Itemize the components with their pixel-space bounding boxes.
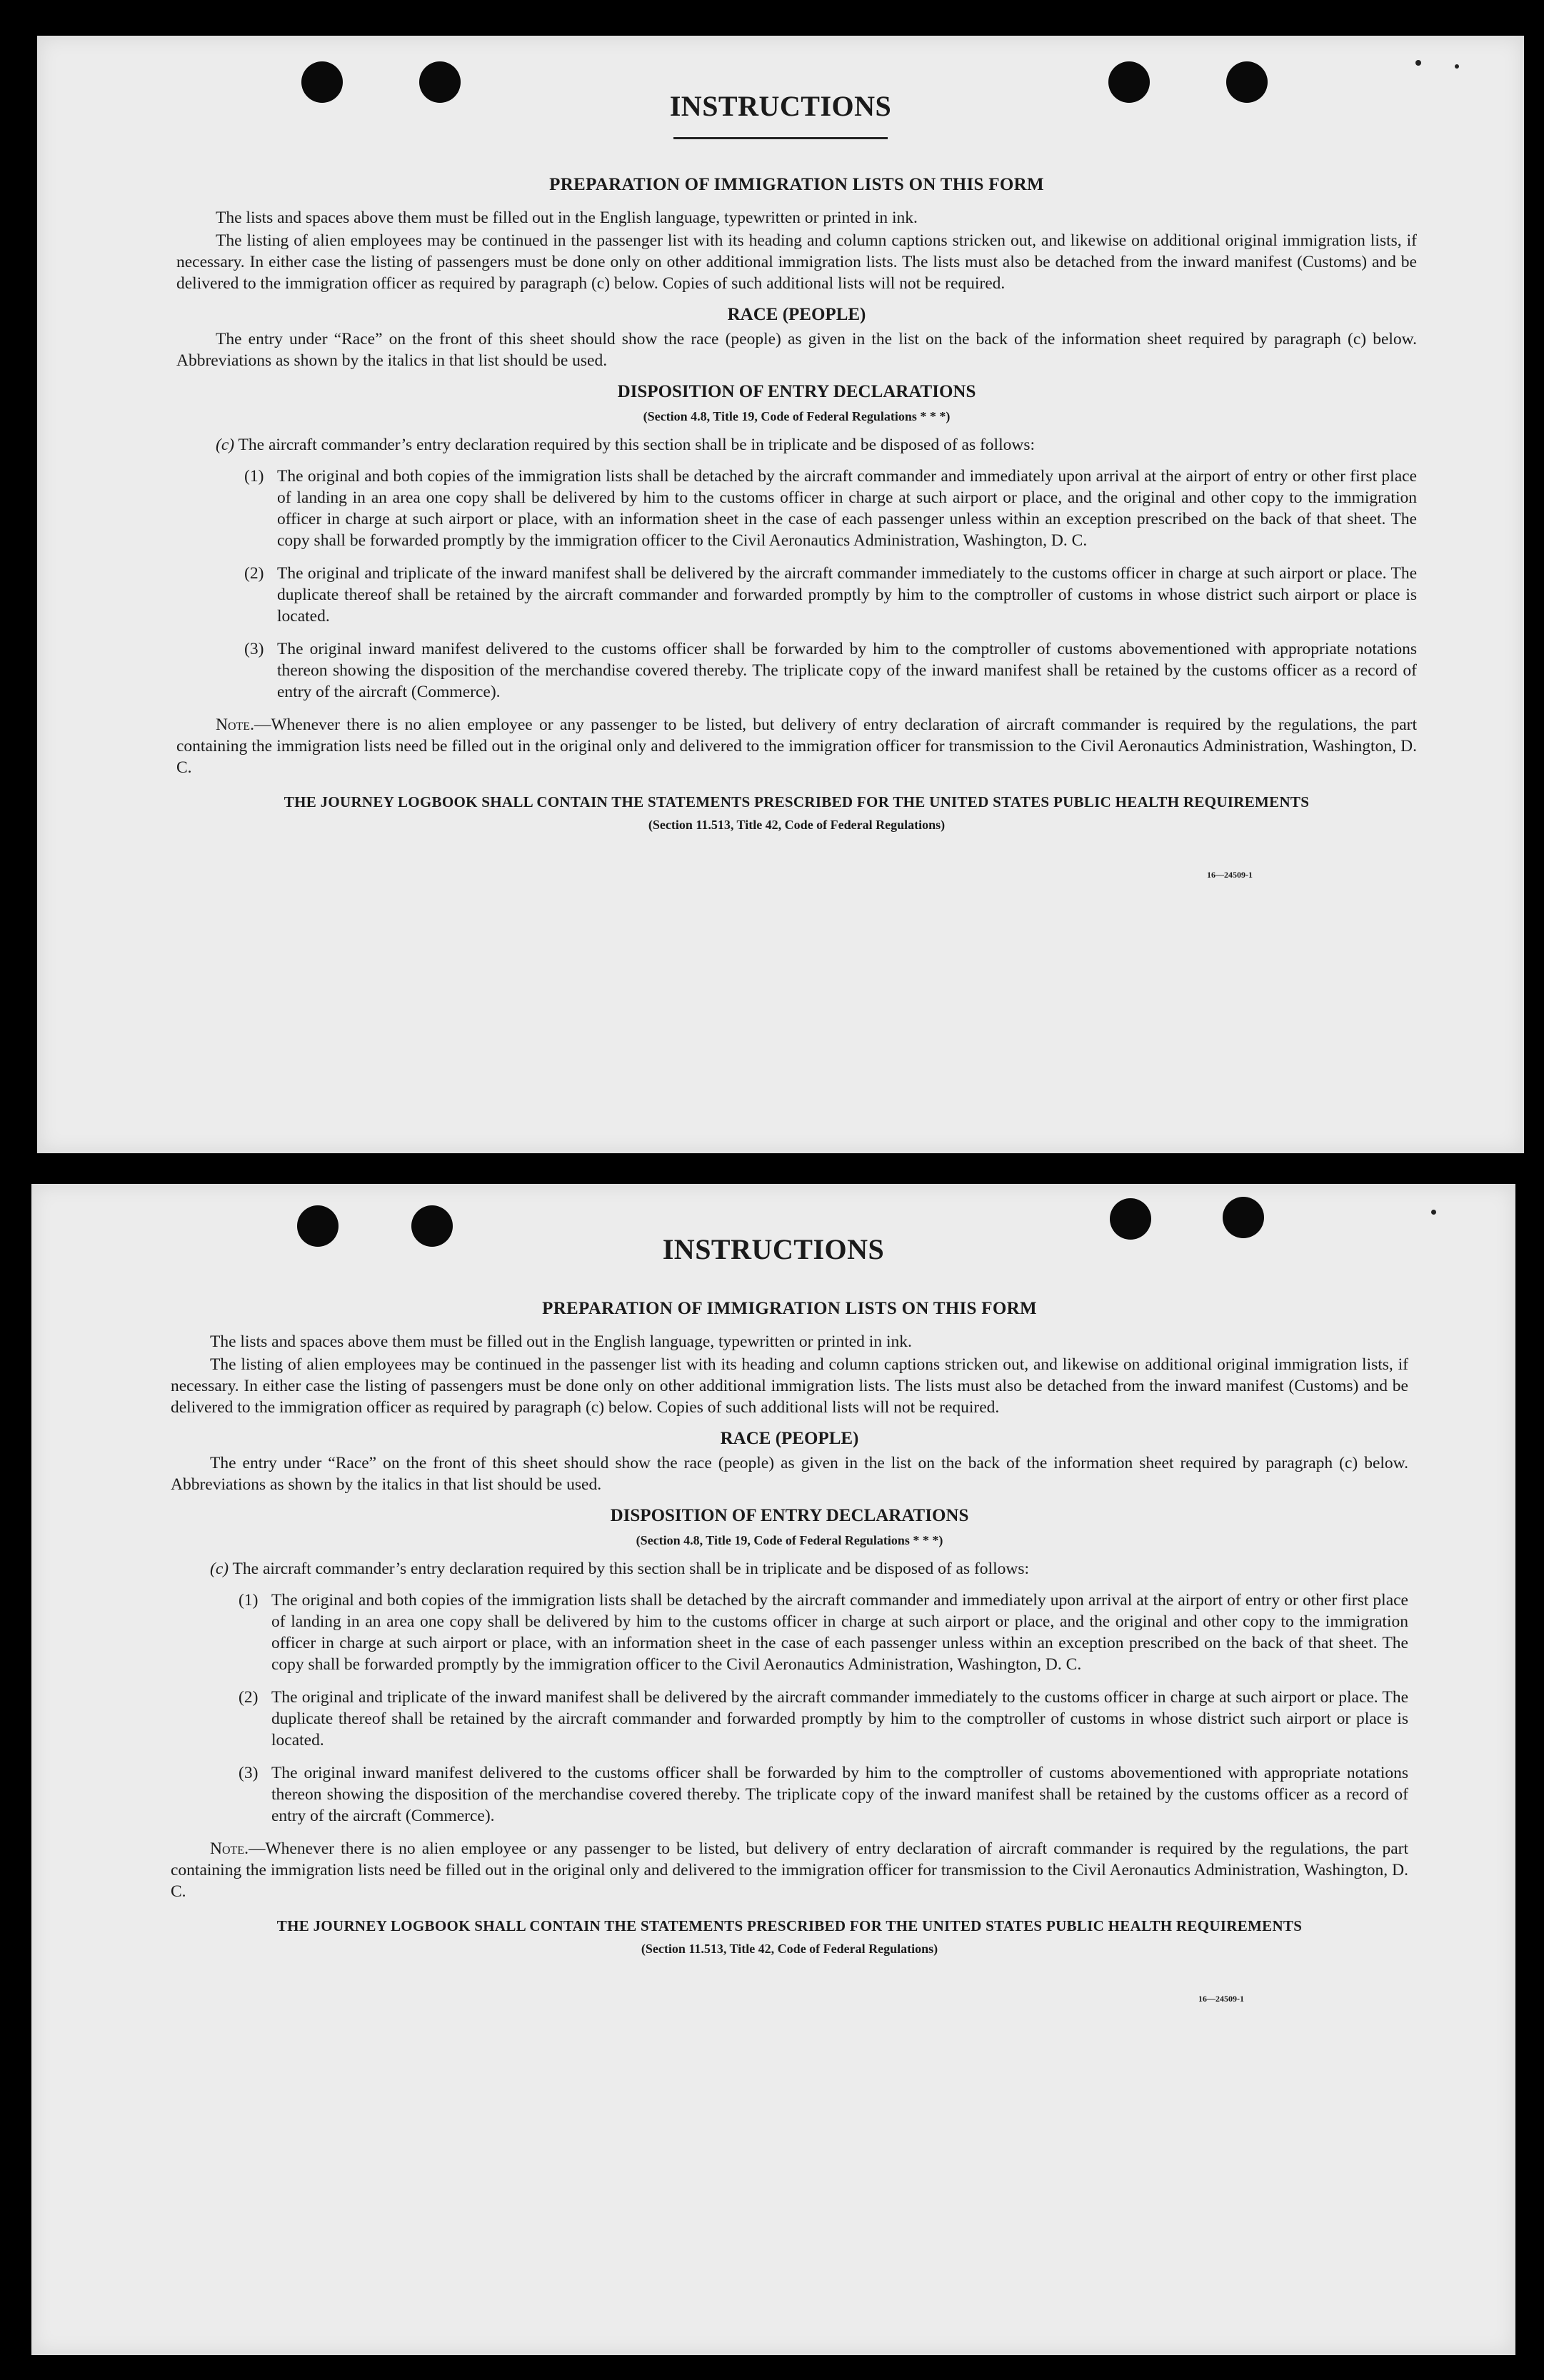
list-item-text: The original inward manifest delivered to the customs officer shall be forwarded by him to the comptroller of customs abovementioned with appropriate notations thereon showing the disposition of the merchandise covered thereby. The triplicate copy of the inward manifest shall be retained by the customs officer as a record of entry of the aircraft (Commerce). — [277, 640, 1417, 701]
list-item — [244, 563, 1417, 627]
section-heading-disposition: DISPOSITION OF ENTRY DECLARATIONS — [617, 382, 976, 401]
list-item-text: The original and triplicate of the inward manifest shall be delivered by the aircraft commander immediately to the customs officer in charge at such airport or place. The duplicate thereof shall be retained by the aircraft commander and forwarded promptly by him to the comptroller of customs in whose district such airport or place is located. — [277, 564, 1417, 626]
health-requirement-reference: (Section 11.513, Title 42, Code of Federal Regulations) — [648, 818, 946, 832]
form-number: 16—24509-1 — [1207, 870, 1253, 880]
list-item — [239, 1762, 1408, 1827]
list-item-text: The original and triplicate of the inward manifest shall be delivered by the aircraft commander immediately to the customs officer in charge at such airport or place. The duplicate thereof shall be retained by the aircraft commander and forwarded promptly by him to the comptroller of customs in whose district such airport or place is located. — [271, 1688, 1408, 1749]
paragraph-c-text: The aircraft commander’s entry declaration required by this section shall be in triplicate and be disposed of as follows: — [238, 436, 1036, 454]
paragraph-c-label: (c) — [216, 436, 235, 454]
paragraph-alien-employees: The listing of alien employees may be continued in the passenger list with its heading and column captions stricken out, and likewise on additional original immigration lists, if necessary. In either case the listing of passengers must be done only on other additional immigration lists. The lists must also be detached from the inward manifest (Customs) and be delivered to the immigration officer as required by paragraph (c) below. Copies of such additional lists will not be required. — [171, 1355, 1408, 1417]
instruction-sheet-bottom — [31, 1184, 1515, 2355]
list-item-number: (2) — [244, 564, 264, 583]
paragraph-c-label: (c) — [210, 1560, 229, 1578]
instructions-body — [171, 1282, 1408, 2009]
health-requirement: THE JOURNEY LOGBOOK SHALL CONTAIN THE STATEMENTS PRESCRIBED FOR THE UNITED STATES PUBLIC HEALTH REQUIREMENTS — [276, 1917, 1303, 1934]
health-requirement: THE JOURNEY LOGBOOK SHALL CONTAIN THE STATEMENTS PRESCRIBED FOR THE UNITED STATES PUBLIC HEALTH REQUIREMENTS — [284, 793, 1310, 810]
list-item — [239, 1687, 1408, 1751]
section-heading-race: RACE (PEOPLE) — [720, 1429, 859, 1448]
list-item-number: (3) — [239, 1764, 259, 1782]
list-item-number: (1) — [239, 1591, 259, 1610]
paragraph-language: The lists and spaces above them must be filled out in the English language, typewritten or printed in ink. — [216, 209, 918, 227]
section-heading-preparation: PREPARATION OF IMMIGRATION LISTS ON THIS FORM — [542, 1299, 1037, 1318]
form-number: 16—24509-1 — [1198, 1994, 1244, 2004]
note-label: Note. — [210, 1839, 249, 1858]
list-item — [239, 1590, 1408, 1675]
list-item — [244, 638, 1417, 703]
title-rule — [673, 137, 888, 139]
section-heading-disposition: DISPOSITION OF ENTRY DECLARATIONS — [610, 1506, 969, 1525]
list-item-number: (3) — [244, 640, 264, 658]
page-title: INSTRUCTIONS — [669, 90, 892, 122]
speck — [1415, 60, 1421, 66]
section-reference: (Section 4.8, Title 19, Code of Federal Regulations * * *) — [643, 409, 951, 423]
speck — [1455, 64, 1459, 69]
section-heading-race: RACE (PEOPLE) — [727, 305, 866, 324]
health-requirement-reference: (Section 11.513, Title 42, Code of Federal Regulations) — [641, 1942, 938, 1956]
note-label: Note. — [216, 715, 254, 734]
paragraph-race: The entry under “Race” on the front of this sheet should show the race (people) as given in the list on the back of the information sheet required by paragraph (c) below. Abbreviations as shown by the italics in that list should be used. — [171, 1454, 1408, 1494]
section-reference: (Section 4.8, Title 19, Code of Federal Regulations * * *) — [636, 1533, 943, 1547]
list-item-text: The original inward manifest delivered to the customs officer shall be forwarded by him to the comptroller of customs abovementioned with appropriate notations thereon showing the disposition of the merchandise covered thereby. The triplicate copy of the inward manifest shall be retained by the customs officer as a record of entry of the aircraft (Commerce). — [271, 1764, 1408, 1825]
paragraph-language: The lists and spaces above them must be filled out in the English language, typewritten or printed in ink. — [210, 1332, 912, 1351]
list-item-text: The original and both copies of the immigration lists shall be detached by the aircraft commander and immediately upon arrival at the airport of entry or other first place of landing in an area one copy shall be delivered by him to the customs officer in charge at such airport or place, and the original and other copy to the immigration officer in charge at such airport or place, with an information sheet in the case of each passenger unless within an exception prescribed on the back of that sheet. The copy shall be forwarded promptly by the immigration officer to the Civil Aeronautics Administration, Washington, D. C. — [271, 1591, 1408, 1674]
paragraph-c — [216, 434, 1417, 456]
list-item-number: (1) — [244, 467, 264, 486]
note-paragraph — [171, 1838, 1408, 1902]
paragraph-alien-employees: The listing of alien employees may be continued in the passenger list with its heading and column captions stricken out, and likewise on additional original immigration lists, if necessary. In either case the listing of passengers must be done only on other additional immigration lists. The lists must also be detached from the inward manifest (Customs) and be delivered to the immigration officer as required by paragraph (c) below. Copies of such additional lists will not be required. — [176, 231, 1417, 293]
instruction-sheet-top — [37, 36, 1524, 1153]
paragraph-c-text: The aircraft commander’s entry declaration required by this section shall be in triplicate and be disposed of as follows: — [232, 1560, 1030, 1578]
list-item — [244, 466, 1417, 551]
page-title: INSTRUCTIONS — [662, 1233, 885, 1265]
paragraph-c — [210, 1558, 1408, 1580]
note-paragraph — [176, 714, 1417, 778]
section-heading-preparation: PREPARATION OF IMMIGRATION LISTS ON THIS FORM — [549, 175, 1044, 194]
note-text: —Whenever there is no alien employee or any passenger to be listed, but delivery of entry declaration of aircraft commander is required by the regulations, the part containing the immigration lists need be filled out in the original only and delivered to the immigration officer for transmission to the Civil Aeronautics Administration, Washington, D. C. — [171, 1839, 1408, 1901]
instructions-body — [176, 159, 1417, 885]
list-item-text: The original and both copies of the immigration lists shall be detached by the aircraft commander and immediately upon arrival at the airport of entry or other first place of landing in an area one copy shall be delivered by him to the customs officer in charge at such airport or place, and the original and other copy to the immigration officer in charge at such airport or place, with an information sheet in the case of each passenger unless within an exception prescribed on the back of that sheet. The copy shall be forwarded promptly by the immigration officer to the Civil Aeronautics Administration, Washington, D. C. — [277, 467, 1417, 550]
note-text: —Whenever there is no alien employee or any passenger to be listed, but delivery of entry declaration of aircraft commander is required by the regulations, the part containing the immigration lists need be filled out in the original only and delivered to the immigration officer for transmission to the Civil Aeronautics Administration, Washington, D. C. — [176, 715, 1417, 777]
speck — [1431, 1210, 1436, 1215]
list-item-number: (2) — [239, 1688, 259, 1707]
paragraph-race: The entry under “Race” on the front of this sheet should show the race (people) as given in the list on the back of the information sheet required by paragraph (c) below. Abbreviations as shown by the italics in that list should be used. — [176, 330, 1417, 370]
